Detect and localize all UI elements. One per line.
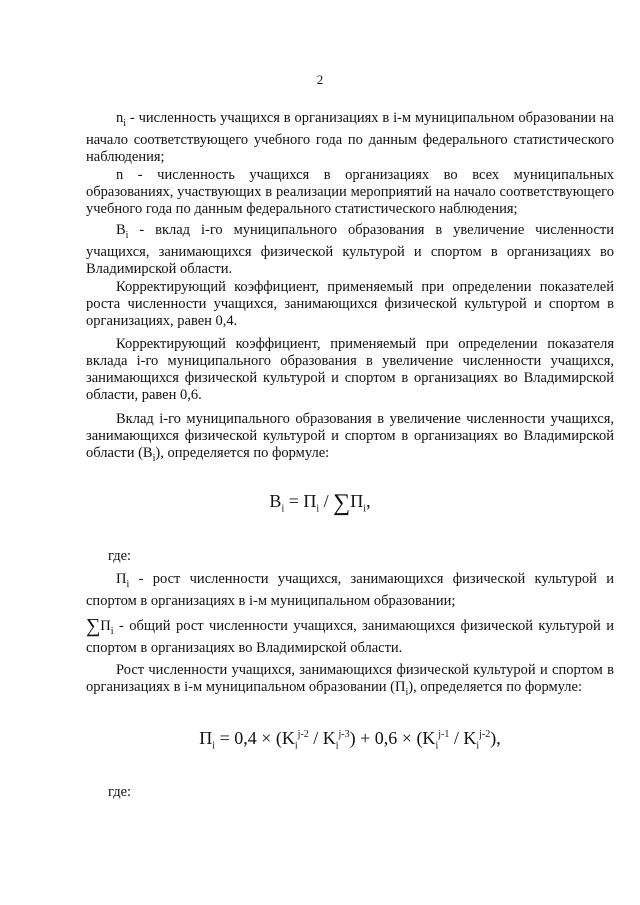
paragraph-bi: $B_i$ - вклад i-го муниципального образования в увеличение численности учащихся, занимающихся физической культурой и спортом в организациях во Владимирской области. (86, 222, 614, 277)
paragraph-sum-pi: $\sum П_i$ - общий рост численности учащихся, занимающихся физической культурой и спортом в организациях во Владимирской области. (86, 615, 614, 656)
paragraph-pi: $П_i$ - рост численности учащихся, занимающихся физической культурой и спортом в организациях в i-м муниципальном образовании; (86, 571, 614, 609)
paragraph-contribution: Вклад i-го муниципального образования в увеличение численности учащихся, занимающихся физической культурой и спортом в организациях во Владимирской области $(B_i)$, определяется по формуле: (86, 411, 614, 464)
paragraph-coef-04: Корректирующий коэффициент, применяемый при определении показателей роста численности учащихся, занимающихся физической культурой и спортом в организациях, равен 0,4. (86, 279, 614, 329)
paragraph-growth: Рост численности учащихся, занимающихся физической культурой и спортом в организациях в i-м муниципальном образовании $(П_i)$, определяется по формуле: (86, 662, 614, 698)
formula-contribution: $B_i = П_i / \sum П_i$, (269, 490, 371, 516)
page-number: 2 (316, 72, 324, 87)
paragraph-n: n - численность учащихся в организациях во всех муниципальных образованиях, участвующих в реализации мероприятий на начало соответствующего учебного года по данным федерального статистического наблюдения; (86, 167, 614, 217)
formula-growth: $П_i = 0,4 \times (K_i^{j-2} / K_i^{j-3}) + 0,6 \times (K_i^{j-1} / K_i^{j-2})$, (199, 728, 501, 752)
where-label-1: где: (108, 548, 132, 564)
paragraph-coef-06: Корректирующий коэффициент, применяемый при определении показателя вклада i-го муниципального образования в увеличение численности учащихся, занимающихся физической культурой и спортом в организациях во Владимирской области, равен 0,6. (86, 336, 614, 403)
where-label-2: где: (108, 784, 132, 800)
paragraph-ni: $n_i$ - численность учащихся в организациях в i-м муниципальном образовании на начало соответствующего учебного года по данным федерального статистического наблюдения; (86, 110, 614, 165)
